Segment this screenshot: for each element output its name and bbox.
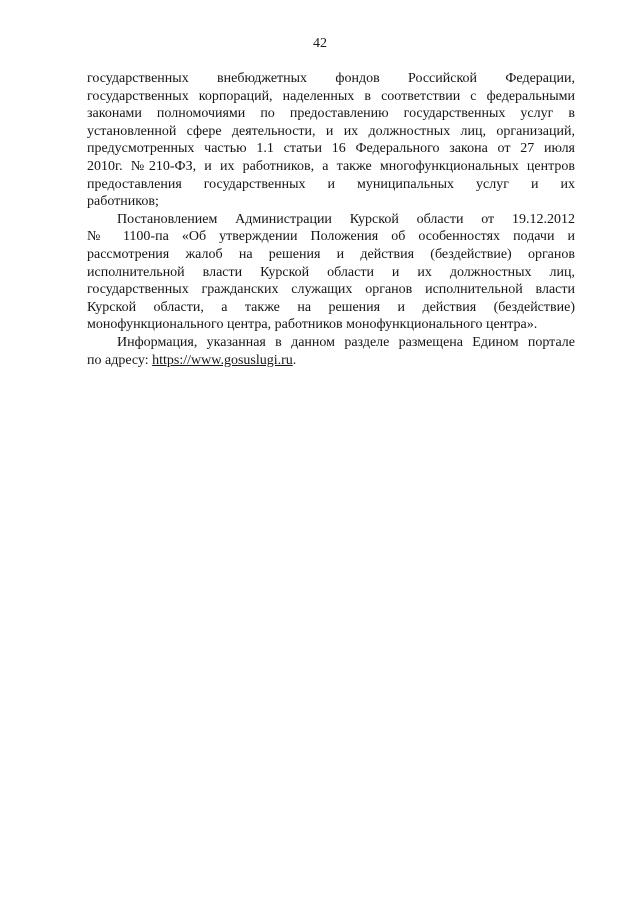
text-line: [87, 352, 575, 370]
text-line: 2010г. №210-ФЗ, и их работников, а также многофункциональных центров: [87, 158, 575, 174]
page-number: 42: [313, 36, 327, 51]
text-line: Курской области, а также на решения и действия (бездействие): [87, 299, 575, 315]
gosuslugi-link[interactable]: https://www.gosuslugi.ru: [152, 352, 293, 368]
address-suffix: .: [292, 352, 297, 368]
text-line: законами полномочиями по предоставлению государственных услуг в: [87, 106, 575, 122]
text-line: исполнительной власти Курской области и их должностных лиц,: [87, 264, 575, 280]
text-line: работников;: [87, 194, 159, 210]
text-line: Информация, указанная в данном разделе размещена Едином портале: [117, 334, 575, 350]
text-line: предоставления государственных и муниципальных услуг и их: [87, 176, 575, 192]
text-line: монофункционального центра, работников монофункционального центра».: [87, 317, 538, 333]
text-line: государственных гражданских служащих органов исполнительной власти: [87, 282, 575, 298]
text-line: государственных внебюджетных фондов Российской Федерации,: [87, 71, 575, 86]
text-line: предусмотренных частью 1.1 статьи 16 Федерального закона от 27 июля: [87, 141, 575, 157]
paragraph-3: [87, 334, 575, 369]
text-line: № 1100-па «Об утверждении Положения об особенностях подачи и: [87, 229, 575, 245]
text-line: Постановлением Администрации Курской области от 19.12.2012: [117, 211, 575, 227]
text-line: установленной сфере деятельности, и их должностных лиц, организаций,: [87, 123, 575, 139]
paragraph-2: [87, 211, 575, 334]
document-body: [87, 70, 575, 369]
text-line: государственных корпораций, наделенных в соответствии с федеральными: [87, 88, 575, 104]
paragraph-1: [87, 70, 575, 211]
text-line: рассмотрения жалоб на решения и действия (бездействие) органов: [87, 246, 575, 262]
address-prefix: по адресу:: [87, 352, 153, 368]
